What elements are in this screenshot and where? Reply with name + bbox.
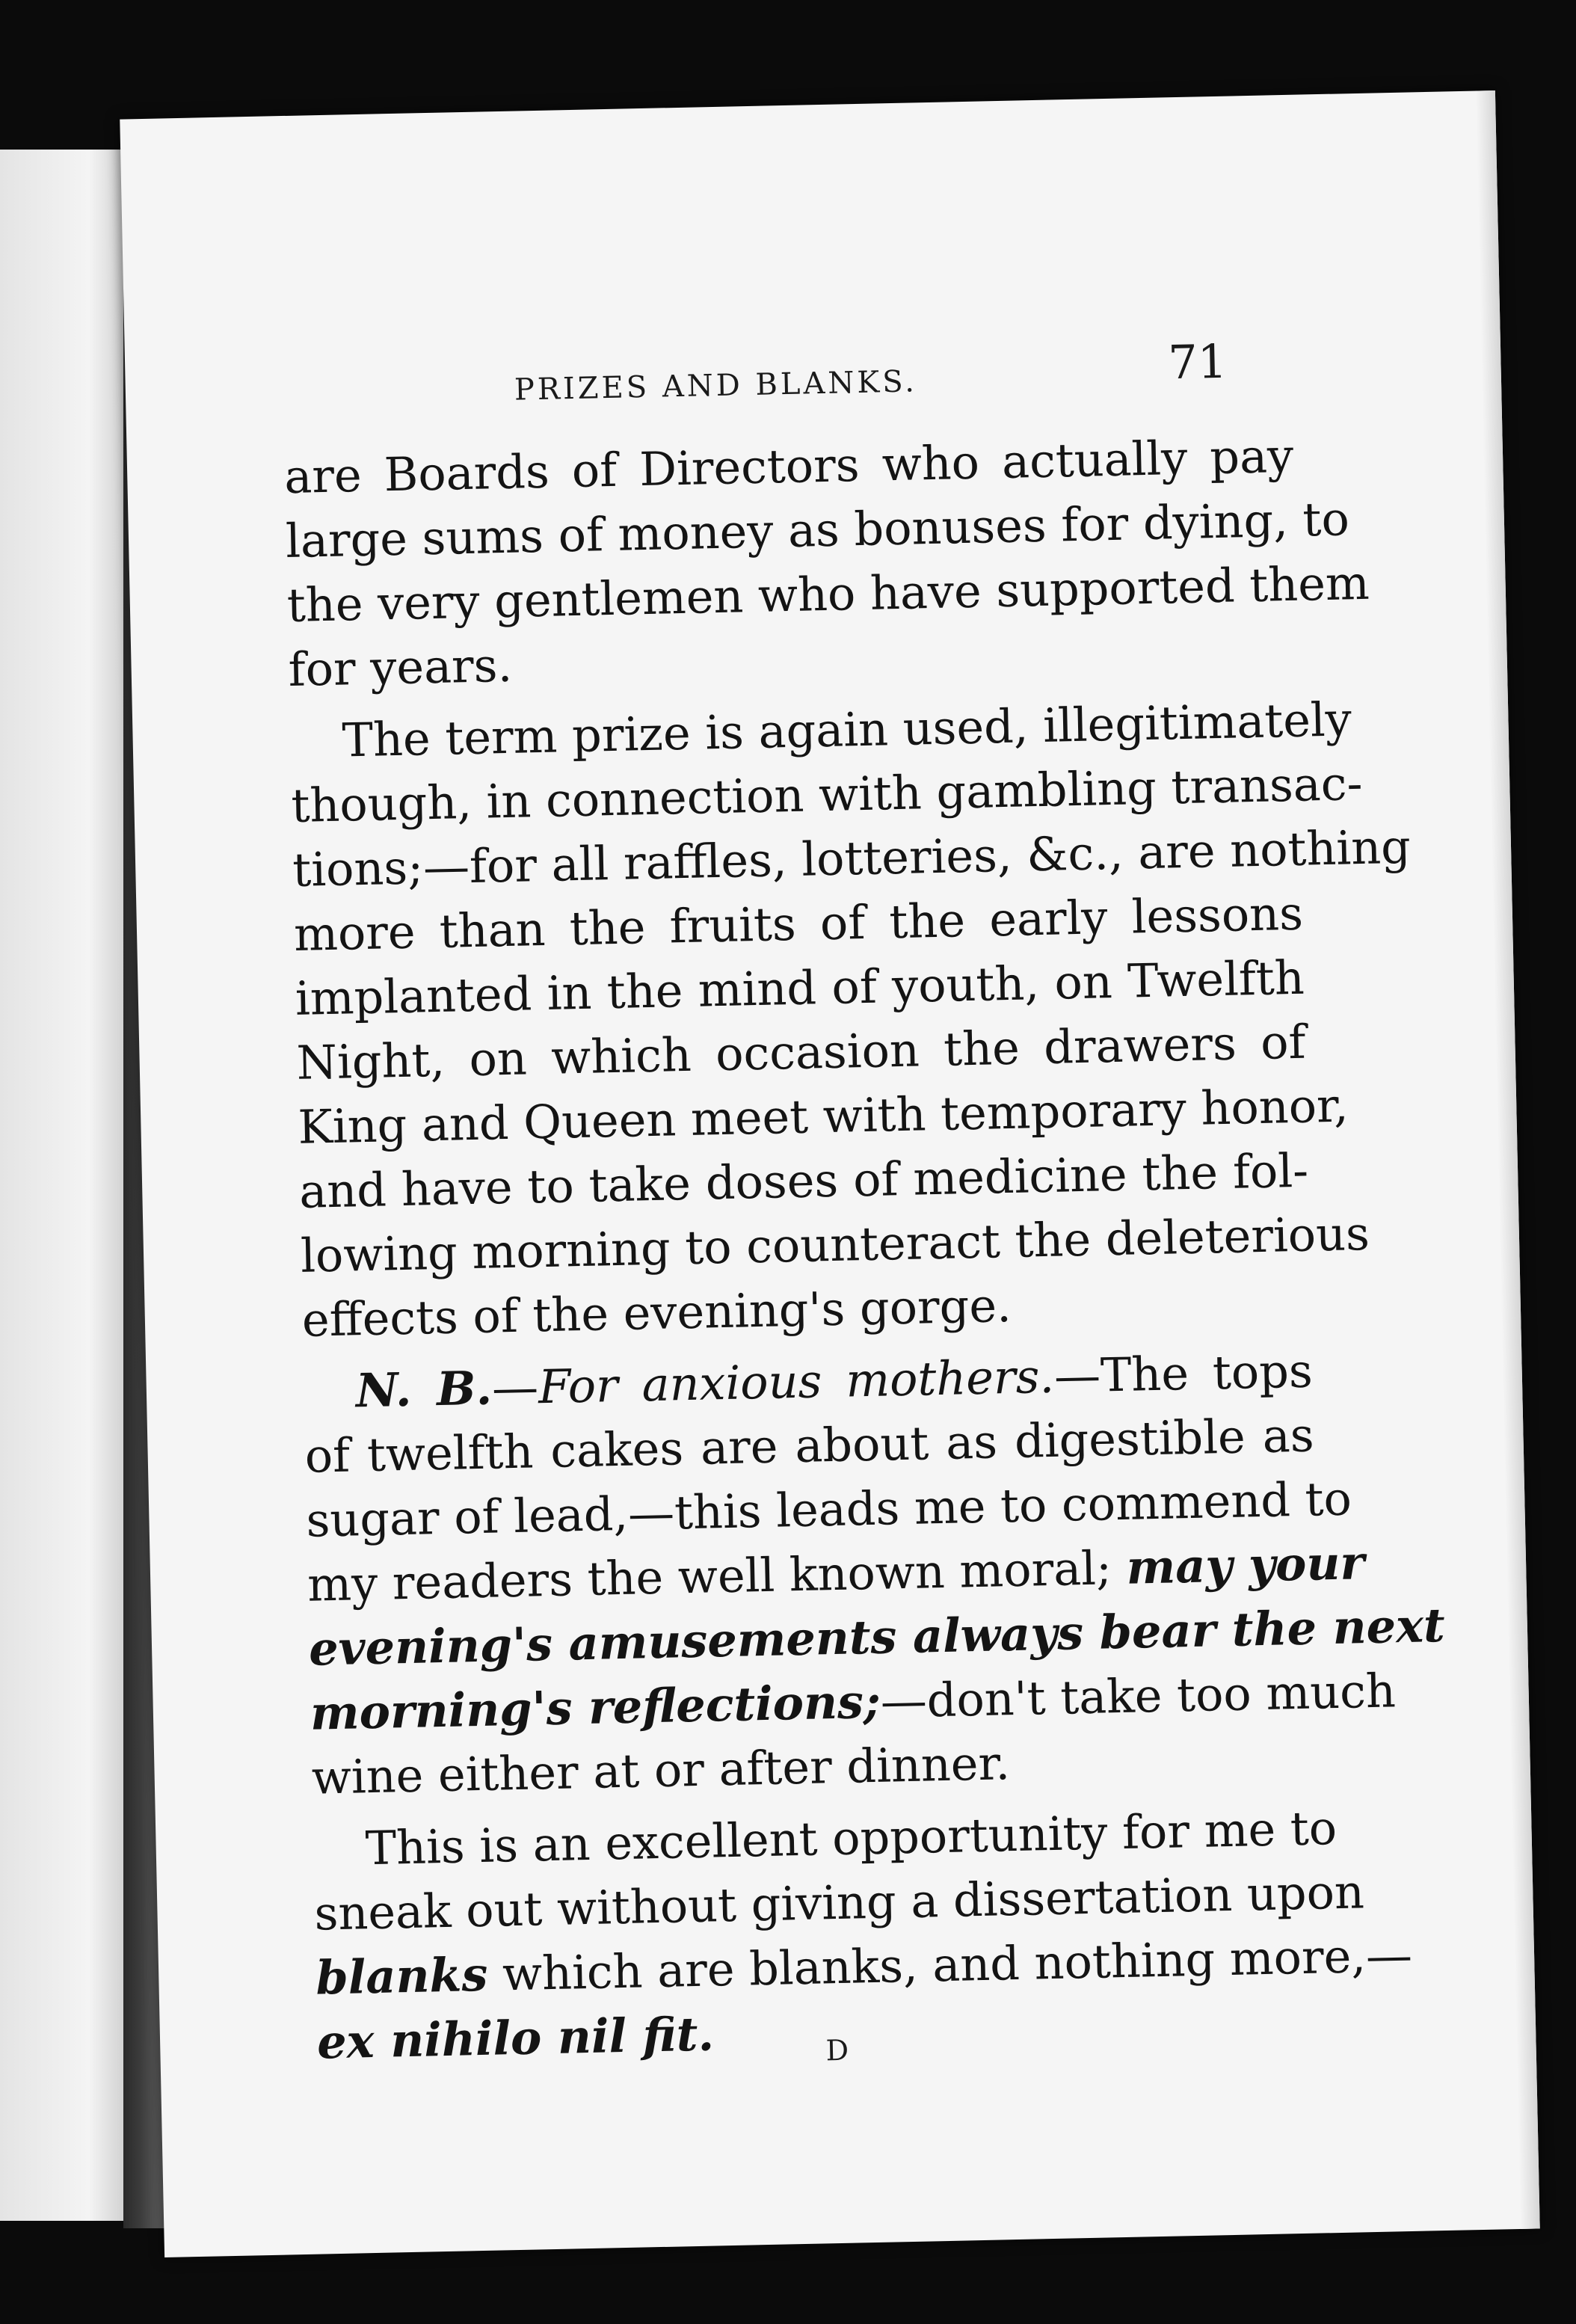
- paragraph-1: [283, 424, 1370, 702]
- nb-label: N. B.: [355, 1360, 493, 1418]
- paragraph-2: [289, 689, 1412, 1353]
- page-edge-shadow: [1476, 90, 1540, 2229]
- text-run: which are blanks, and nothing more,—: [487, 1927, 1413, 2002]
- book-page: [120, 90, 1539, 2257]
- text-line: lowing morning to counteract the deleterious: [300, 1205, 1370, 1283]
- italic-run: may your: [1125, 1535, 1365, 1595]
- text-run: my readers the well known moral;: [307, 1540, 1127, 1612]
- italic-run: morning's reflections;: [310, 1673, 881, 1741]
- text-line: Night, on which occasion the drawers of: [295, 1014, 1307, 1090]
- running-header: PRIZES AND BLANKS.: [514, 364, 918, 408]
- text-line: though, in connection with gambling transac-: [290, 755, 1364, 833]
- text-line: wine either at or after dinner.: [310, 1736, 1011, 1805]
- text-run: —The tops: [1053, 1343, 1314, 1404]
- text-line: evening's amusements always bear the next: [308, 1597, 1446, 1676]
- text-line: the very gentlemen who have supported them: [286, 555, 1370, 633]
- signature-mark: D: [825, 2033, 849, 2068]
- text-line: more than the fruits of the early lessons: [293, 885, 1304, 962]
- text-line: of twelfth cakes are about as digestible as: [304, 1407, 1315, 1484]
- italic-run: blanks: [315, 1946, 489, 2005]
- text-line: large sums of money as bonuses for dying, to: [285, 491, 1350, 569]
- body-text: [283, 424, 1446, 2075]
- text-line: sneak out without giving a dissertation upon: [313, 1864, 1365, 1941]
- text-line: This is an excellent opportunity for me to: [364, 1801, 1338, 1876]
- nb-dash: —: [491, 1359, 539, 1415]
- text-line: effects of the evening's gorge.: [301, 1277, 1012, 1347]
- text-line: are Boards of Directors who actually pay: [283, 428, 1294, 505]
- text-line: sugar of lead,—this leads me to commend to: [305, 1471, 1352, 1548]
- facing-page-edge: [0, 150, 127, 2221]
- paragraph-4: [313, 1796, 1413, 2074]
- text-line: The term prize is again used, illegitimately: [341, 692, 1352, 768]
- text-run: —don't take too much: [879, 1663, 1397, 1729]
- text-line: implanted in the mind of youth, on Twelfth: [295, 950, 1305, 1026]
- text-line: tions;—for all raffles, lotteries, &c., are nothing: [292, 819, 1412, 897]
- nb-italic-text: For anxious mothers.: [538, 1348, 1055, 1415]
- paragraph-3: [303, 1339, 1446, 1810]
- text-line: King and Queen meet with temporary honor,: [297, 1078, 1349, 1155]
- page-number: 71: [1167, 333, 1228, 390]
- text-line: and have to take doses of medicine the fol-: [298, 1143, 1309, 1219]
- text-line: for years.: [287, 637, 513, 698]
- text-line: ex nihilo nil fit.: [316, 2006, 715, 2070]
